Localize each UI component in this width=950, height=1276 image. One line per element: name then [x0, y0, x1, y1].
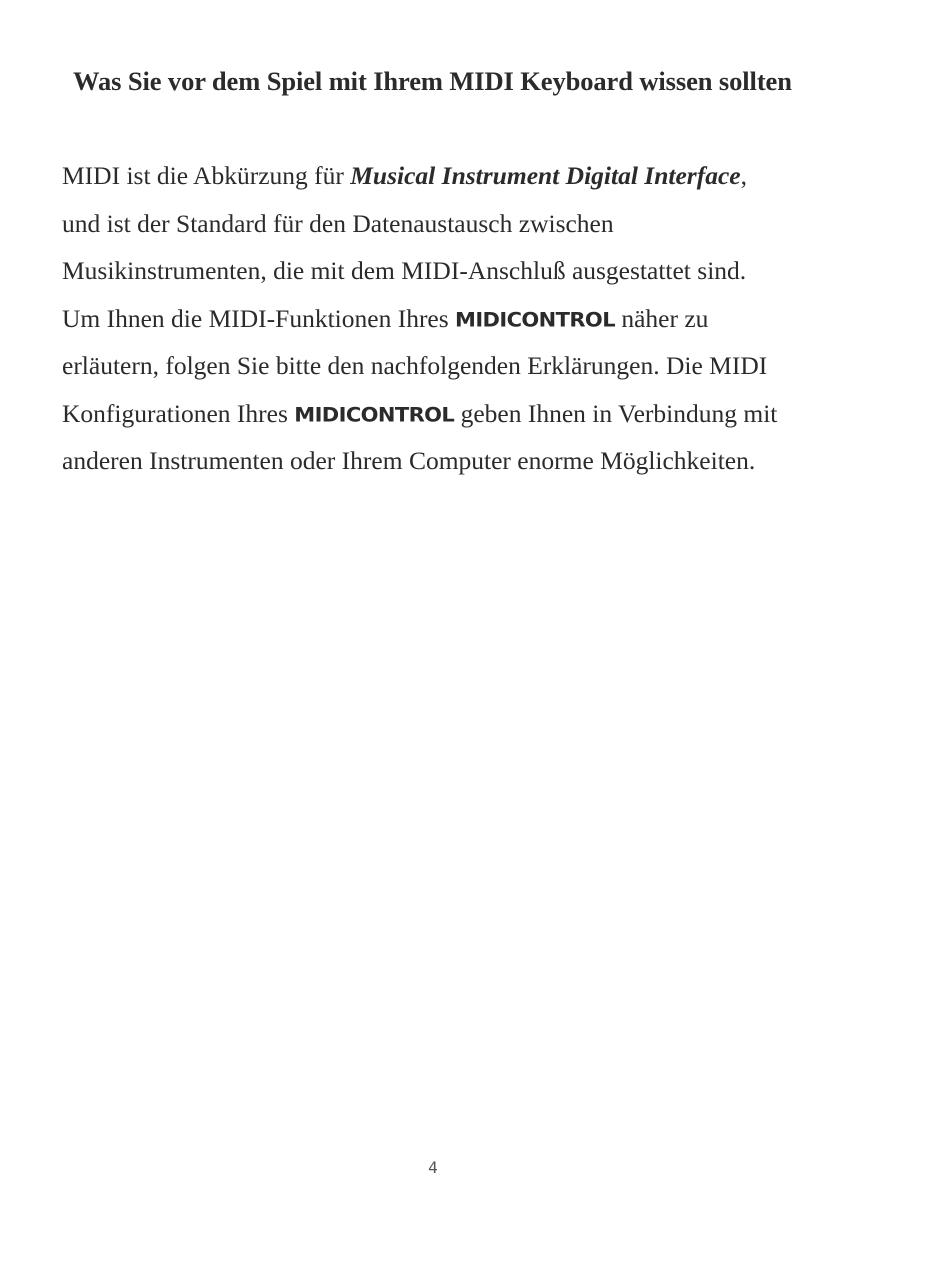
paragraph-line: und ist der Standard für den Datenaustausch zwischen: [62, 208, 614, 238]
text-segment: ,: [740, 161, 747, 190]
text-segment: geben Ihnen in Verbindung mit: [454, 398, 778, 428]
midicontrol-logo: MIDICONTROL: [455, 308, 615, 331]
midi-term-emphasis: Musical Instrument Digital Interface: [350, 161, 741, 190]
text-segment: Konfigurationen Ihres: [62, 398, 295, 428]
paragraph-line: Musikinstrumenten, die mit dem MIDI-Anschluß ausgestattet sind.: [62, 256, 747, 285]
paragraph-line: [62, 390, 862, 438]
page-heading: Was Sie vor dem Spiel mit Ihrem MIDI Keyboard wissen sollten: [73, 66, 792, 96]
paragraph-line: erläutern, folgen Sie bitte den nachfolgenden Erklärungen. Die MIDI: [62, 351, 768, 380]
text-segment: MIDI ist die Abkürzung für: [62, 161, 351, 190]
paragraph-line: anderen Instrumenten oder Ihrem Computer enorme Möglichkeiten.: [62, 446, 756, 475]
page-number: 4: [428, 1158, 438, 1177]
body-paragraph: [62, 152, 862, 485]
midicontrol-logo: MIDICONTROL: [294, 403, 455, 426]
paragraph-line: [62, 295, 862, 343]
text-segment: Um Ihnen die MIDI-Funktionen Ihres: [62, 303, 456, 333]
paragraph-line: [62, 152, 862, 200]
text-segment: näher zu: [614, 303, 709, 333]
